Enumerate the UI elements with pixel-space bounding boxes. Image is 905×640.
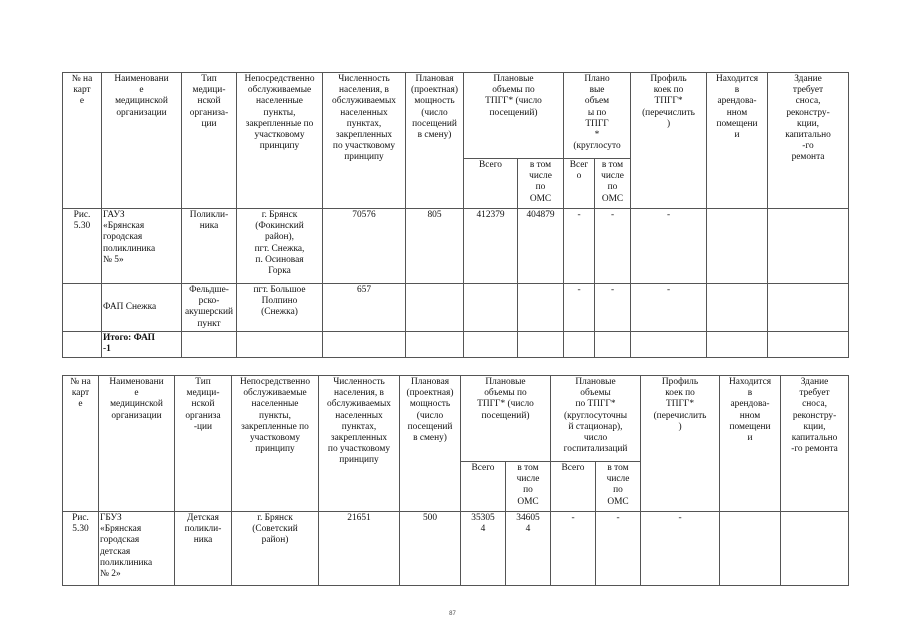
cell-total-label bbox=[102, 331, 182, 357]
header-oms: в том числе по ОМС bbox=[518, 159, 564, 209]
cell-rented bbox=[707, 284, 768, 332]
cell-total-2: - bbox=[564, 209, 595, 284]
cell-oms: 404879 bbox=[518, 209, 564, 284]
header-planned-round: Плановые объемы по ТПГГ* (круглосуточны й стационар), число госпитализаций bbox=[551, 376, 641, 462]
header-total: Всего bbox=[464, 159, 518, 209]
table-row bbox=[63, 512, 849, 586]
header-total-2: Всего bbox=[551, 462, 596, 512]
table-header-row bbox=[63, 73, 849, 159]
cell-empty bbox=[707, 331, 768, 357]
header-oms-2: в том числе по ОМС bbox=[596, 462, 641, 512]
cell-empty bbox=[518, 331, 564, 357]
cell-type: Фельдше- рско- акушерский пункт bbox=[182, 284, 237, 332]
header-profile: Профиль коек по ТПГГ* (перечислить ) bbox=[631, 73, 707, 209]
cell-profile: - bbox=[641, 512, 720, 586]
cell-oms-2: - bbox=[595, 284, 631, 332]
cell-population: 21651 bbox=[319, 512, 400, 586]
header-population: Численность населения, в обслуживаемых населенных пунктах, закрепленных по участковому принципу bbox=[323, 73, 406, 209]
cell-name: ГАУЗ «Брянская городская поликлиника № 5» bbox=[102, 209, 182, 284]
cell-num bbox=[63, 284, 102, 332]
cell-population: 657 bbox=[323, 284, 406, 332]
cell-empty bbox=[323, 331, 406, 357]
header-planned-visits: Плановые объемы по ТПГГ* (число посещений) bbox=[461, 376, 551, 462]
cell-name: ГБУЗ «Брянская городская детская поликлиника № 2» bbox=[99, 512, 175, 586]
cell-empty bbox=[595, 331, 631, 357]
table-row bbox=[63, 209, 849, 284]
table-header-row bbox=[63, 376, 849, 462]
cell-building bbox=[768, 284, 849, 332]
cell-capacity: 805 bbox=[406, 209, 464, 284]
cell-empty bbox=[631, 331, 707, 357]
cell-num: Рис. 5.30 bbox=[63, 512, 99, 586]
cell-total: 35305 4 bbox=[461, 512, 506, 586]
cell-empty bbox=[237, 331, 323, 357]
cell-oms-2: - bbox=[596, 512, 641, 586]
header-rented: Находится в арендова- нном помещени и bbox=[720, 376, 781, 512]
cell-building bbox=[768, 209, 849, 284]
cell-oms bbox=[518, 284, 564, 332]
cell-type: Детская поликли- ника bbox=[175, 512, 232, 586]
cell-name: ФАП Снежка bbox=[102, 284, 182, 332]
table-1 bbox=[62, 72, 849, 358]
header-served: Непосредственно обслуживаемые населенные пункты, закрепленные по участковому принципу bbox=[237, 73, 323, 209]
cell-rented bbox=[707, 209, 768, 284]
cell-empty bbox=[63, 331, 102, 357]
cell-oms: 34605 4 bbox=[506, 512, 551, 586]
header-oms: в том числе по ОМС bbox=[506, 462, 551, 512]
header-planned-round: Плано вые объем ы по ТПГГ * (круглосуто bbox=[564, 73, 631, 159]
cell-served: г. Брянск (Фокинский район), пгт. Снежка, п. Осиновая Горка bbox=[237, 209, 323, 284]
header-oms-2: в том числе по ОМС bbox=[595, 159, 631, 209]
cell-empty bbox=[182, 331, 237, 357]
total-label: Итого: ФАП -1 bbox=[103, 332, 155, 355]
cell-capacity bbox=[406, 284, 464, 332]
cell-type: Поликли- ника bbox=[182, 209, 237, 284]
header-num: № на карт е bbox=[63, 73, 102, 209]
header-type: Тип медици- нской организа -ции bbox=[175, 376, 232, 512]
header-population: Численность населения, в обслуживаемых населенных пунктах, закрепленных по участковому принципу bbox=[319, 376, 400, 512]
header-rented: Находится в арендова- нном помещени и bbox=[707, 73, 768, 209]
table-total-row bbox=[63, 331, 849, 357]
cell-rented bbox=[720, 512, 781, 586]
cell-profile: - bbox=[631, 209, 707, 284]
cell-empty bbox=[564, 331, 595, 357]
cell-profile: - bbox=[631, 284, 707, 332]
cell-served: г. Брянск (Советский район) bbox=[232, 512, 319, 586]
cell-population: 70576 bbox=[323, 209, 406, 284]
header-num: № на карт е bbox=[63, 376, 99, 512]
header-planned-visits: Плановые объемы по ТПГГ* (число посещений) bbox=[464, 73, 564, 159]
cell-num: Рис. 5.30 bbox=[63, 209, 102, 284]
cell-capacity: 500 bbox=[400, 512, 461, 586]
cell-total bbox=[464, 284, 518, 332]
header-building: Здание требует сноса, реконстру- кции, капитально -го ремонта bbox=[781, 376, 849, 512]
header-building: Здание требует сноса, реконстру- кции, капитально -го ремонта bbox=[768, 73, 849, 209]
header-total-2: Всег о bbox=[564, 159, 595, 209]
cell-total-2: - bbox=[551, 512, 596, 586]
header-capacity: Плановая (проектная) мощность (число посещений в смену) bbox=[406, 73, 464, 209]
header-total: Всего bbox=[461, 462, 506, 512]
cell-oms-2: - bbox=[595, 209, 631, 284]
cell-empty bbox=[406, 331, 464, 357]
header-name: Наименовани е медицинской организации bbox=[102, 73, 182, 209]
header-capacity: Плановая (проектная) мощность (число посещений в смену) bbox=[400, 376, 461, 512]
header-type: Тип медици- нской организа- ции bbox=[182, 73, 237, 209]
page-number: 87 bbox=[449, 611, 456, 617]
header-profile: Профиль коек по ТПГГ* (перечислить ) bbox=[641, 376, 720, 512]
cell-empty bbox=[768, 331, 849, 357]
cell-empty bbox=[464, 331, 518, 357]
cell-served: пгт. Большое Полпино (Снежка) bbox=[237, 284, 323, 332]
header-served: Непосредственно обслуживаемые населенные пункты, закрепленные по участковому принципу bbox=[232, 376, 319, 512]
cell-building bbox=[781, 512, 849, 586]
cell-total-2: - bbox=[564, 284, 595, 332]
cell-total: 412379 bbox=[464, 209, 518, 284]
table-row bbox=[63, 284, 849, 332]
table-2 bbox=[62, 375, 849, 586]
header-name: Наименовани е медицинской организации bbox=[99, 376, 175, 512]
